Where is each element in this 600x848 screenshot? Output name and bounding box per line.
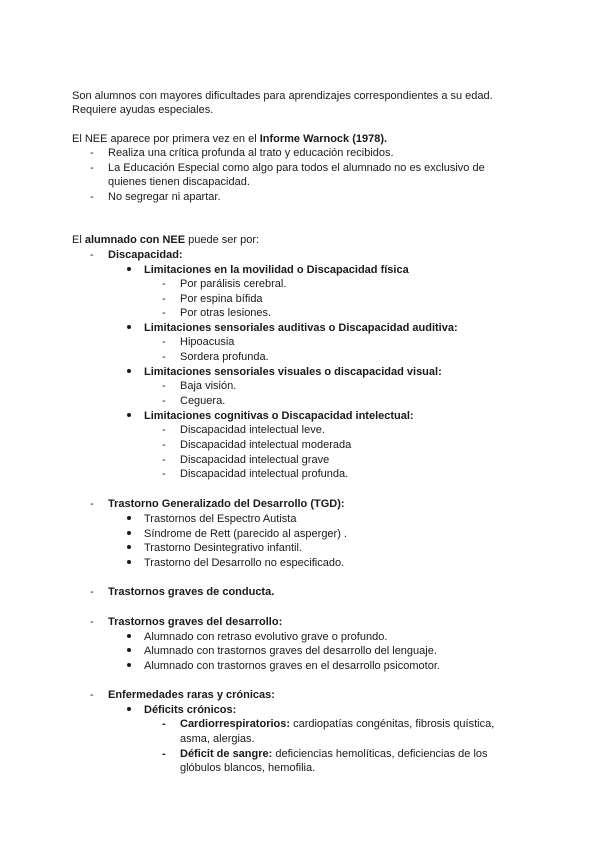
cardio-line [180, 717, 494, 732]
bullet-icon [127, 531, 131, 535]
desarrollo-item-3: Alumnado con trastornos graves en el desarrollo psicomotor. [144, 660, 440, 672]
bullet-icon [127, 648, 131, 652]
bullet-icon [127, 663, 131, 667]
dash-marker: - [162, 278, 166, 290]
intelectual-item-4: Discapacidad intelectual profunda. [180, 468, 349, 480]
nee-prefix: El NEE aparece por primera vez en el [72, 133, 260, 145]
cardio-text: cardiopatías congénitas, fibrosis quística, [290, 718, 495, 730]
dash-marker: - [90, 191, 94, 203]
sangre-line-cont: glóbulos blancos, hemofilia. [180, 762, 316, 774]
intelectual-item-1: Discapacidad intelectual leve. [180, 424, 325, 436]
deficits-title: Déficits crónicos: [144, 704, 237, 716]
motor-title: Limitaciones en la movilidad o Discapacidad física [144, 264, 409, 276]
dash-marker: - [90, 249, 94, 261]
nee-item-3: No segregar ni apartar. [108, 191, 221, 203]
tgd-item-3: Trastorno Desintegrativo infantil. [144, 542, 302, 554]
bullet-icon [127, 560, 131, 564]
dash-marker: - [162, 424, 166, 436]
dash-marker: - [162, 395, 166, 407]
alumnado-suffix: puede ser por: [185, 234, 260, 246]
sangre-text: deficiencias hemolíticas, deficiencias de los [272, 748, 488, 760]
tgd-item-1: Trastornos del Espectro Autista [144, 513, 297, 525]
dash-marker: - [162, 336, 166, 348]
dash-marker: - [162, 307, 166, 319]
bullet-icon [127, 369, 131, 373]
desarrollo-title: Trastornos graves del desarrollo: [108, 616, 283, 628]
alumnado-prefix: El [72, 234, 85, 246]
nee-item-1: Realiza una crítica profunda al trato y educación recibidos. [108, 147, 394, 159]
bullet-icon [127, 516, 131, 520]
motor-item-2: Por espina bífida [180, 293, 263, 305]
desarrollo-item-2: Alumnado con trastornos graves del desarrollo del lenguaje. [144, 645, 437, 657]
motor-item-3: Por otras lesiones. [180, 307, 272, 319]
cardio-line-cont: asma, alergias. [180, 733, 255, 745]
intelectual-title: Limitaciones cognitivas o Discapacidad intelectual: [144, 410, 414, 422]
intelectual-item-3: Discapacidad intelectual grave [180, 454, 330, 466]
dash-marker: - [162, 439, 166, 451]
dash-marker: - [162, 380, 166, 392]
tgd-title: Trastorno Generalizado del Desarrollo (TGD): [108, 498, 345, 510]
cardio-label: Cardiorrespiratorios: [180, 718, 291, 730]
auditiva-title: Limitaciones sensoriales auditivas o Discapacidad auditiva: [144, 322, 458, 334]
sangre-label: Déficit de sangre: [180, 748, 273, 760]
bullet-icon [127, 707, 131, 711]
visual-item-1: Baja visión. [180, 380, 237, 392]
bullet-icon [127, 634, 131, 638]
dash-marker: - [90, 689, 94, 701]
dash-marker: - [162, 468, 166, 480]
dash-marker: - [90, 162, 94, 174]
bullet-icon [127, 545, 131, 549]
intro-line-2: Requiere ayudas especiales. [72, 104, 214, 116]
auditiva-item-2: Sordera profunda. [180, 351, 269, 363]
visual-item-2: Ceguera. [180, 395, 226, 407]
dash-marker: - [90, 586, 94, 598]
dash-marker: - [162, 718, 166, 730]
bullet-icon [127, 267, 131, 271]
dash-marker: - [90, 498, 94, 510]
dash-marker: - [162, 351, 166, 363]
nee-paragraph [72, 132, 387, 147]
intro-line-1: Son alumnos con mayores dificultades para aprendizajes correspondientes a su edad. [72, 90, 493, 102]
nee-item-2-cont: quienes tienen discapacidad. [108, 176, 250, 188]
discapacidad-title: Discapacidad: [108, 249, 183, 261]
intelectual-item-2: Discapacidad intelectual moderada [180, 439, 352, 451]
sangre-line [180, 747, 488, 762]
dash-marker: - [90, 147, 94, 159]
tgd-item-4: Trastorno del Desarrollo no especificado. [144, 557, 345, 569]
bullet-icon [127, 325, 131, 329]
alumnado-heading [72, 233, 259, 248]
enfermedades-title: Enfermedades raras y crónicas: [108, 689, 275, 701]
tgd-item-2: Síndrome de Rett (parecido al asperger) . [144, 528, 347, 540]
nee-item-2: La Educación Especial como algo para todos el alumnado no es exclusivo de [108, 162, 485, 174]
visual-title: Limitaciones sensoriales visuales o discapacidad visual: [144, 366, 442, 378]
alumnado-bold: alumnado con NEE [84, 234, 186, 246]
nee-bold: Informe Warnock (1978). [259, 133, 388, 145]
conducta-title: Trastornos graves de conducta. [108, 586, 275, 598]
motor-item-1: Por parálisis cerebral. [180, 278, 287, 290]
dash-marker: - [162, 454, 166, 466]
dash-marker: - [162, 293, 166, 305]
auditiva-item-1: Hipoacusia [180, 336, 235, 348]
bullet-icon [127, 413, 131, 417]
dash-marker: - [162, 748, 166, 760]
dash-marker: - [90, 616, 94, 628]
desarrollo-item-1: Alumnado con retraso evolutivo grave o profundo. [144, 631, 388, 643]
